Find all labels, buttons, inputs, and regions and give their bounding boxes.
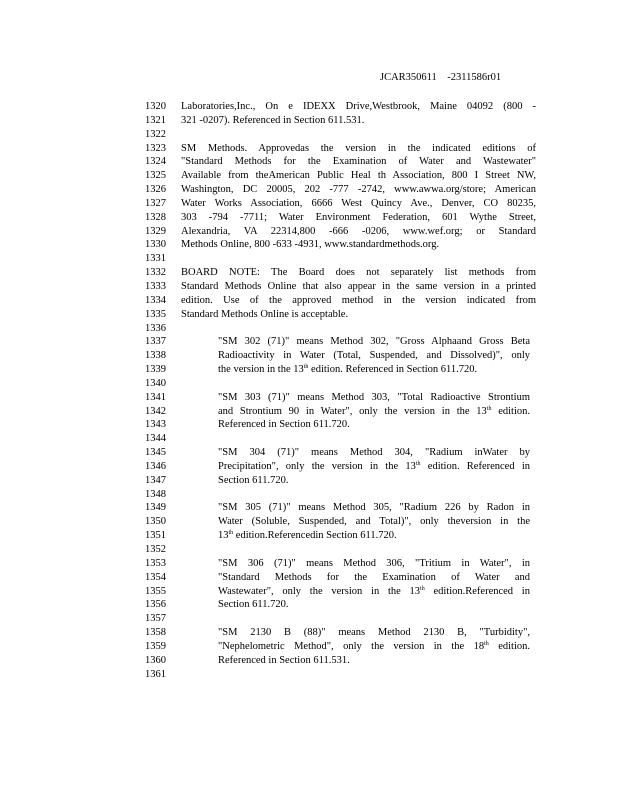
line-number: 1333 — [145, 280, 166, 292]
text-line: and Strontium 90 in Water", only the version in the 13th edition. — [218, 405, 530, 417]
line-number: 1344 — [145, 433, 166, 445]
text-line: "Standard Methods for the Examination of Water and — [218, 571, 530, 583]
text-line: BOARD NOTE: The Board does not separately list methods from — [181, 267, 536, 279]
text-line: the version in the 13th edition. Referenced in Section 611.720. — [218, 364, 478, 376]
text-line: Section 611.720. — [218, 474, 289, 486]
text-line: "SM 302 (71)" means Method 302, "Gross Alphaand Gross Beta — [218, 336, 530, 348]
line-number: 1330 — [145, 239, 166, 251]
text-line: Standard Methods Online is acceptable. — [181, 308, 349, 320]
line-number: 1334 — [145, 294, 166, 306]
paragraph — [181, 100, 536, 128]
line-number: 1357 — [145, 613, 166, 625]
line-number: 1343 — [145, 419, 166, 431]
line-number: 1335 — [145, 308, 166, 320]
line-number: 1352 — [145, 544, 166, 555]
line-number: 1348 — [145, 488, 166, 500]
text-line: "Standard Methods for the Examination of Water and Wastewater" — [181, 156, 536, 168]
paragraph — [181, 266, 536, 321]
blank-line — [181, 252, 536, 266]
text-line: "Nephelometric Method", only the version in the 18th edition. — [218, 640, 530, 652]
paragraph — [181, 446, 530, 488]
line-number: 1355 — [145, 585, 166, 597]
line-number: 1354 — [145, 571, 166, 583]
line-number: 1338 — [145, 350, 166, 362]
line-number: 1361 — [145, 668, 166, 680]
text-line: "SM 303 (71)" means Method 303, "Total Radioactive Strontium — [218, 391, 530, 403]
text-line: SM Methods. Approvedas the version in the indicated editions of — [181, 142, 536, 154]
text-line: Standard Methods Online that also appear in the same version in a printed — [181, 280, 536, 292]
line-number: 1358 — [145, 627, 166, 639]
text-line: "SM 305 (71)" means Method 305, "Radium 226 by Radon in — [218, 502, 530, 514]
text-line: 321 -0207). Referenced in Section 611.531. — [181, 114, 365, 126]
paragraph — [181, 391, 530, 433]
text-line: Referenced in Section 611.720. — [218, 419, 350, 431]
line-number: 1325 — [145, 170, 166, 182]
paragraph — [181, 335, 530, 377]
line-number: 1346 — [145, 460, 166, 472]
line-number: 1321 — [145, 114, 166, 126]
line-number: 1337 — [145, 336, 166, 348]
line-number: 1360 — [145, 654, 166, 666]
text-line: Radioactivity in Water (Total, Suspended, and Dissolved)", only — [218, 350, 530, 362]
text-line: 303 -794 -7711; Water Environment Federation, 601 Wythe Street, — [181, 211, 536, 223]
text-line: Methods Online, 800 -633 -4931, www.standardmethods.org. — [181, 239, 440, 251]
document-body — [181, 100, 536, 668]
text-line: Section 611.720. — [218, 599, 289, 611]
line-number: 1353 — [145, 557, 166, 569]
line-number: 1342 — [145, 405, 166, 417]
text-line: "SM 304 (71)" means Method 304, "Radium inWater by — [218, 447, 530, 459]
text-line: Precipitation", only the version in the 13th edition. Referenced in — [218, 460, 530, 472]
line-number-column — [136, 100, 166, 681]
line-number: 1323 — [145, 142, 166, 154]
paragraph — [181, 626, 530, 668]
text-line: Referenced in Section 611.531. — [218, 654, 350, 666]
line-number: 1322 — [145, 128, 166, 140]
line-number: 1349 — [145, 502, 166, 514]
text-line: Water Works Association, 6666 West Quincy Ave., Denver, CO 80235, — [181, 197, 536, 209]
text-line: Available from theAmerican Public Heal th Association, 800 I Street NW, — [181, 170, 536, 182]
text-line: Laboratories,Inc., On e IDEXX Drive,Westbrook, Maine 04092 (800 - — [181, 101, 536, 112]
line-number: 1356 — [145, 599, 166, 611]
line-number: 1332 — [145, 267, 166, 279]
text-line: "SM 2130 B (88)" means Method 2130 B, "Turbidity", — [218, 627, 530, 639]
line-number: 1345 — [145, 447, 166, 459]
line-number: 1336 — [145, 322, 166, 334]
text-line: Water (Soluble, Suspended, and Total)", only theversion in the — [218, 516, 530, 528]
line-number: 1324 — [145, 156, 166, 168]
line-number: 1327 — [145, 197, 166, 209]
text-line: Washington, DC 20005, 202 -777 -2742, www.awwa.org/store; American — [181, 184, 536, 196]
line-number: 1331 — [145, 253, 166, 265]
text-line: Wastewater", only the version in the 13th edition.Referenced in — [218, 585, 530, 597]
text-line: 13th edition.Referencedin Section 611.720. — [218, 530, 397, 542]
line-number: 1328 — [145, 211, 166, 223]
line-number: 1340 — [145, 377, 166, 389]
paragraph — [181, 501, 530, 543]
line-number: 1339 — [145, 364, 166, 376]
blank-line — [181, 488, 536, 502]
line-number: 1351 — [145, 530, 166, 542]
paragraph — [181, 557, 530, 612]
line-number: 1347 — [145, 474, 166, 486]
document-header: JCAR350611 -2311586r01 — [380, 72, 502, 83]
blank-line — [181, 612, 536, 626]
line-number: 1326 — [145, 184, 166, 196]
text-line: Alexandria, VA 22314,800 -666 -0206, www.wef.org; or Standard — [181, 225, 536, 237]
text-line: "SM 306 (71)" means Method 306, "Tritium in Water", in — [218, 557, 530, 569]
paragraph — [181, 142, 536, 253]
text-line: edition. Use of the approved method in the version indicated from — [181, 294, 536, 306]
blank-line — [181, 128, 536, 142]
line-number: 1341 — [145, 391, 166, 403]
line-number: 1350 — [145, 516, 166, 528]
blank-line — [181, 377, 536, 391]
line-number: 1320 — [145, 101, 166, 112]
line-number: 1329 — [145, 225, 166, 237]
blank-line — [181, 322, 536, 336]
blank-line — [181, 432, 536, 446]
blank-line — [181, 543, 536, 557]
line-number: 1359 — [145, 640, 166, 652]
